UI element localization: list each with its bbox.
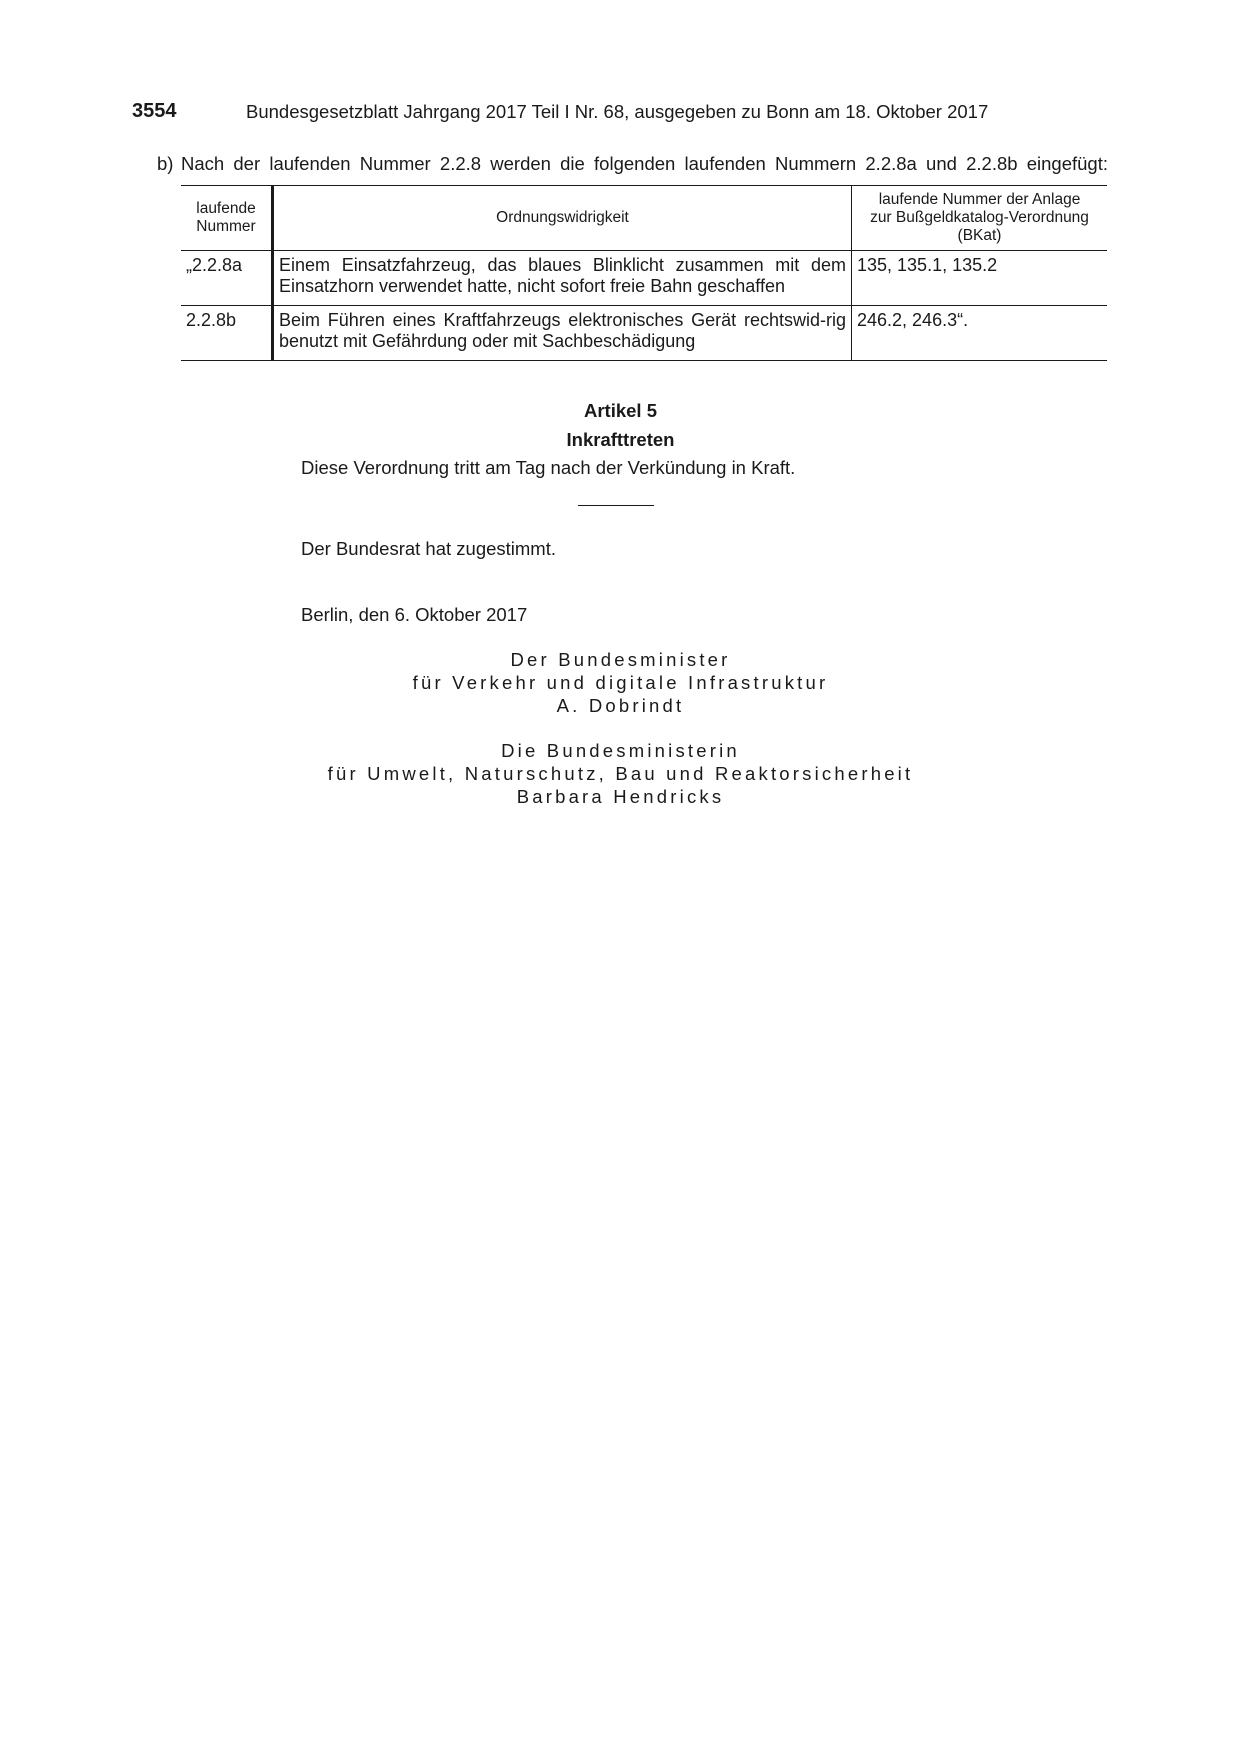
row-bkat: 246.2, 246.3“. (852, 306, 1108, 361)
signature-block (0, 648, 1241, 717)
header-number (181, 186, 273, 251)
article-number: Artikel 5 (583, 400, 657, 421)
signatory-ministry: für Verkehr und digitale Infrastruktur (412, 672, 829, 693)
signatory-ministry: für Umwelt, Naturschutz, Bau und Reaktorsicherheit (327, 763, 914, 784)
table-row (181, 251, 1107, 306)
amendment-table (181, 185, 1107, 361)
publication-line: Bundesgesetzblatt Jahrgang 2017 Teil I Nr. 68, ausgegeben zu Bonn am 18. Oktober 2017 (246, 101, 989, 122)
header-bkat-line: zur Bußgeldkatalog-Verordnung (870, 209, 1089, 226)
page-header (132, 100, 1112, 126)
table-header-row (181, 186, 1107, 251)
amendment-intro (157, 152, 1108, 176)
consent-statement: Der Bundesrat hat zugestimmt. (301, 538, 556, 559)
row-bkat: 135, 135.1, 135.2 (852, 251, 1108, 306)
header-number-line: laufende (196, 200, 256, 217)
row-offense: Einem Einsatzfahrzeug, das blaues Blinklicht zusammen mit dem Einsatzhorn verwendet hatte, nicht sofort freie Bahn geschaffen (273, 251, 852, 306)
article-text: Diese Verordnung tritt am Tag nach der Verkündung in Kraft. (301, 457, 796, 478)
divider (578, 505, 654, 506)
signatory-name: A. Dobrindt (556, 695, 685, 716)
row-offense: Beim Führen eines Kraftfahrzeugs elektronisches Gerät rechtswid-rig benutzt mit Gefährdung oder mit Sachbeschädigung (273, 306, 852, 361)
signature-block (0, 739, 1241, 808)
list-marker: b) (157, 153, 174, 174)
row-number: „2.2.8a (181, 251, 273, 306)
row-number: 2.2.8b (181, 306, 273, 361)
signatory-name: Barbara Hendricks (516, 786, 725, 807)
article-title: Inkrafttreten (566, 429, 675, 450)
header-bkat-line: laufende Nummer der Anlage (878, 191, 1081, 208)
header-bkat (852, 186, 1108, 251)
signatory-title: Die Bundesministerin (501, 740, 740, 761)
page-number: 3554 (132, 100, 177, 122)
header-bkat-line: (BKat) (957, 227, 1002, 244)
signatory-title: Der Bundesminister (510, 649, 731, 670)
header-offense: Ordnungswidrigkeit (273, 186, 852, 251)
table-row (181, 306, 1107, 361)
header-number-line: Nummer (196, 218, 256, 235)
amendment-intro-text: Nach der laufenden Nummer 2.2.8 werden die folgenden laufenden Nummern 2.2.8a und 2.2.8b eingefügt: (181, 153, 1108, 174)
place-date: Berlin, den 6. Oktober 2017 (301, 604, 528, 625)
